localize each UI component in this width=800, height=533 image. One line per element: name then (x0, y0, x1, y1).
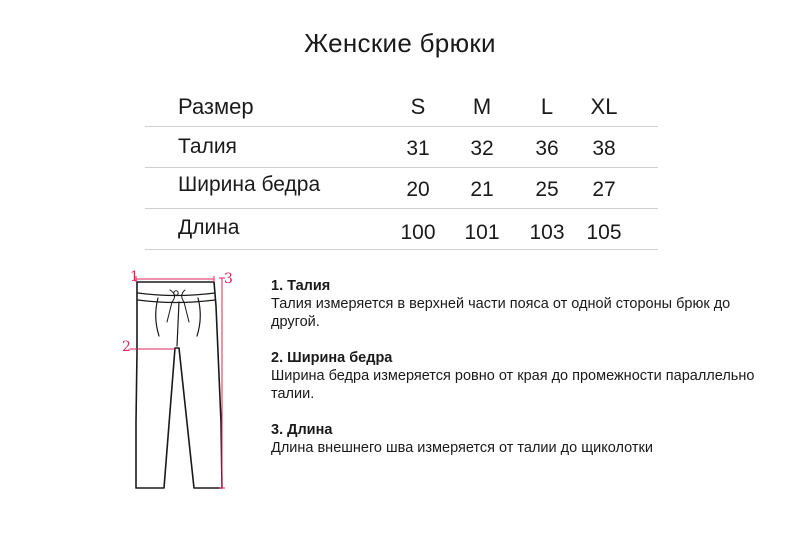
length-s: 100 (400, 221, 436, 244)
instruction-hip-width (271, 349, 771, 403)
row-label-hip-width: Ширина бедра (178, 173, 321, 196)
table-row-length (145, 209, 658, 250)
length-m: 101 (464, 221, 500, 244)
instruction-title: 2. Ширина бедра (271, 350, 393, 366)
row-label-length: Длина (178, 216, 240, 239)
table-header-row (145, 86, 658, 127)
table-row-hip-width (145, 168, 658, 209)
waist-l: 36 (535, 137, 559, 160)
waist-m: 32 (470, 137, 494, 160)
waist-xl: 38 (592, 137, 616, 160)
length-xl: 105 (586, 221, 622, 244)
hip-xl: 27 (592, 178, 616, 201)
measurement-instructions (271, 277, 771, 475)
instruction-title: 1. Талия (271, 278, 331, 294)
instruction-waist (271, 277, 771, 331)
pants-outline-icon (136, 282, 222, 488)
size-header-m: M (472, 94, 492, 119)
marker-1: 1 (130, 269, 139, 285)
marker-2: 2 (122, 339, 131, 355)
instruction-text: Длина внешнего шва измеряется от талии до щиколотки (271, 440, 653, 456)
hip-s: 20 (406, 178, 430, 201)
hip-m: 21 (470, 178, 494, 201)
instruction-title: 3. Длина (271, 422, 333, 438)
marker-3: 3 (224, 271, 233, 287)
pants-measurement-diagram (110, 262, 260, 502)
row-label-waist: Талия (178, 135, 237, 158)
table-row-waist (145, 127, 658, 168)
instruction-text: Талия измеряется в верхней части пояса от одной стороны брюк до другой. (271, 296, 731, 330)
length-l: 103 (529, 221, 565, 244)
page-title: Женские брюки (304, 28, 496, 58)
instruction-text: Ширина бедра измеряется ровно от края до промежности параллельно талии. (271, 368, 755, 402)
measurement-lines (130, 276, 225, 488)
size-header-label: Размер (178, 94, 254, 119)
waist-s: 31 (406, 137, 430, 160)
hip-l: 25 (535, 178, 559, 201)
size-header-l: L (540, 94, 554, 119)
size-header-xl: XL (590, 94, 618, 119)
size-table (145, 86, 658, 250)
instruction-length (271, 421, 771, 457)
size-header-s: S (410, 94, 426, 119)
